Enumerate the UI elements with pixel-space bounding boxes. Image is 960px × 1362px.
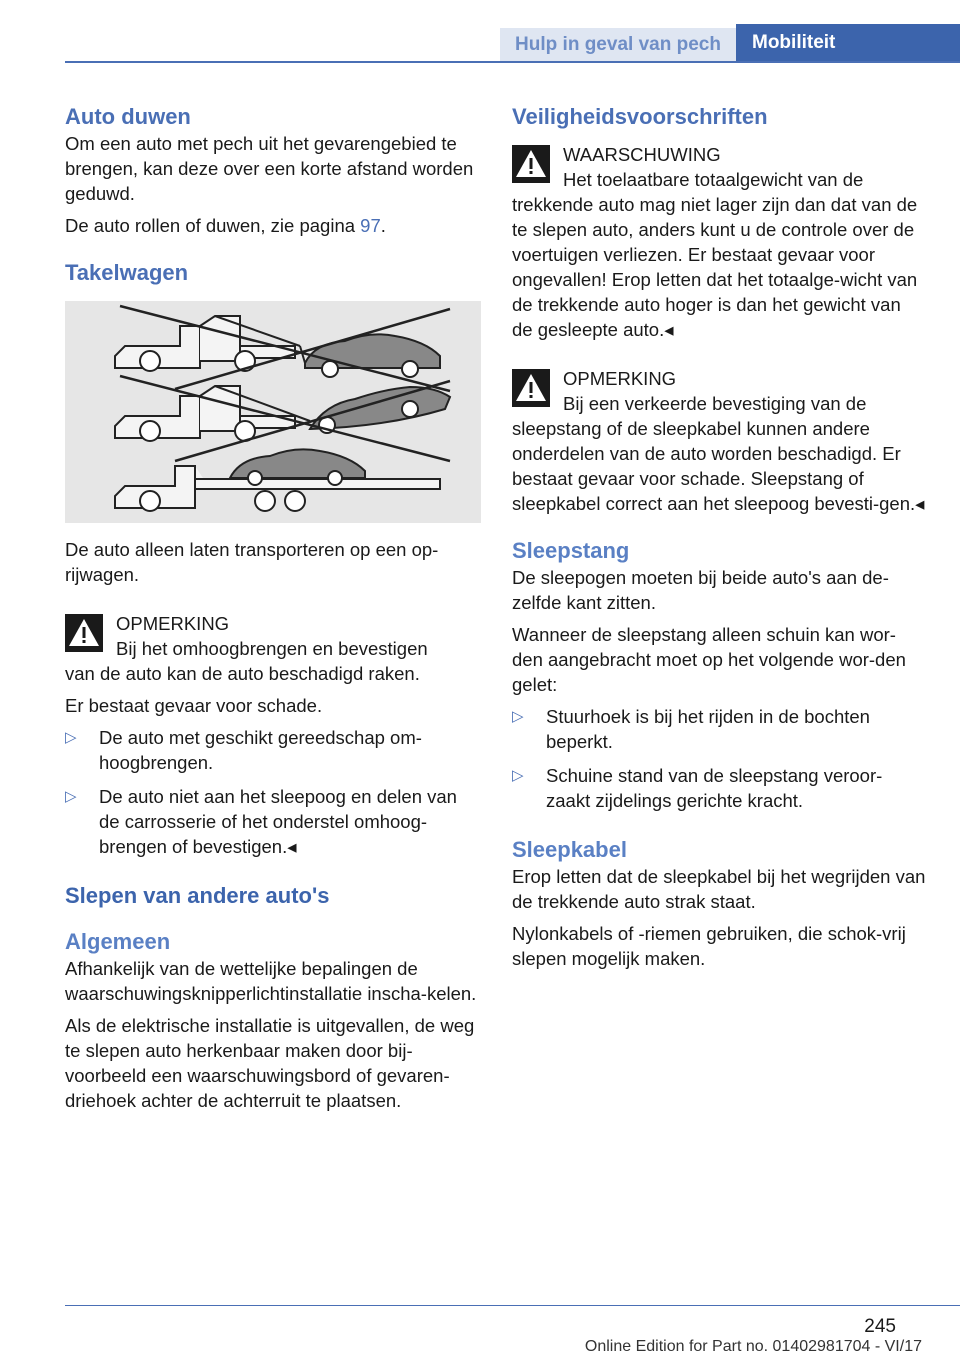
warning-text-line1: Het toelaatbare totaalgewicht van de (563, 169, 864, 190)
edition-text: Online Edition for Part no. 01402981704 - VI/17 (584, 1338, 922, 1355)
sleepkabel-text-1: Erop letten dat de sleepkabel bij het wegrijden van de trekkende auto strak staat. (512, 866, 926, 912)
note-text-line2: van de auto kan de auto beschadigd raken. (65, 663, 420, 684)
sleepkabel-text-2: Nylonkabels of -riemen gebruiken, die schok‐vrij slepen mogelijk maken. (512, 923, 906, 969)
list-item (65, 784, 481, 859)
list-item (512, 704, 926, 754)
list-item-text: De auto niet aan het sleepoog en delen van de carrosserie of het onderstel omhoog‐brengen of bevestigen.◂ (99, 786, 457, 857)
header-chapter-tab: Mobiliteit (736, 24, 960, 61)
list-item (512, 763, 926, 813)
tow-truck-illustration (65, 301, 481, 523)
heading-slepen: Slepen van andere auto's (65, 883, 330, 908)
takelwagen-caption: De auto alleen laten transporteren op een op‐rijwagen. (65, 539, 439, 585)
heading-takelwagen: Takelwagen (65, 260, 189, 285)
list-item-text: De auto met geschikt gereedschap om‐hoogbrengen. (99, 727, 422, 773)
header-rule (65, 61, 960, 63)
left-column (65, 103, 481, 1120)
heading-sleepkabel: Sleepkabel (512, 837, 627, 862)
reference-text: De auto rollen of duwen, zie pagina (65, 215, 361, 236)
list-item (65, 725, 481, 775)
heading-veiligheid: Veiligheidsvoorschriften (512, 104, 768, 129)
veiligheid-note (512, 363, 926, 516)
auto-duwen-reference (65, 213, 481, 238)
note-text-line1: Bij het omhoogbrengen en bevestigen (116, 638, 428, 659)
warning-triangle-icon (512, 369, 550, 407)
heading-sleepstang: Sleepstang (512, 538, 630, 563)
triangle-bullet-icon: ▷ (512, 767, 524, 784)
note-text-line1: Bij een verkeerde bevestiging van de (563, 393, 867, 414)
list-item-text: Schuine stand van de sleepstang veroor‐zaakt zijdelings gerichte kracht. (546, 765, 883, 811)
triangle-bullet-icon: ▷ (512, 708, 524, 725)
sleepstang-text-1: De sleepogen moeten bij beide auto's aan de‐zelfde kant zitten. (512, 567, 889, 613)
list-item-text: Stuurhoek is bij het rijden in de bochten beperkt. (546, 706, 870, 752)
warning-triangle-icon (65, 614, 103, 652)
sleepstang-bullet-list (512, 704, 926, 813)
page-number: 245 (864, 1316, 896, 1337)
triangle-bullet-icon: ▷ (65, 729, 77, 746)
header-section-title: Hulp in geval van pech (500, 28, 736, 61)
footer-rule (65, 1305, 960, 1306)
warning-text-rest: trekkende auto mag niet lager zijn dan dat van de te slepen auto, anders kunt u de controle over de voertuigen verliezen. Er bestaat gevaar voor ongevallen! Erop letten dat het totaalge‐wicht van de trekkende auto hoger is dan het gewicht van de gesleepte auto.◂ (512, 194, 918, 340)
triangle-bullet-icon: ▷ (65, 788, 77, 805)
reference-end: . (380, 215, 386, 236)
heading-auto-duwen: Auto duwen (65, 104, 191, 129)
note-label: OPMERKING (563, 368, 677, 389)
note-text-risk: Er bestaat gevaar voor schade. (65, 695, 323, 716)
warning-triangle-icon (512, 145, 550, 183)
page-link-97[interactable]: 97 (360, 215, 381, 236)
algemeen-text-2: Als de elektrische installatie is uitgevallen, de weg te slepen auto herkenbaar maken door bij‐voorbeeld een waarschuwingsbord of gevaren‐driehoek achter de achterruit te plaatsen. (65, 1015, 475, 1111)
heading-algemeen: Algemeen (65, 929, 171, 954)
takelwagen-bullet-list (65, 725, 481, 859)
takelwagen-note (65, 608, 481, 686)
right-column (512, 103, 926, 978)
auto-duwen-text: Om een auto met pech uit het gevarengebied te brengen, kan deze over een korte afstand worden geduwd. (65, 133, 474, 204)
sleepstang-text-2: Wanneer de sleepstang alleen schuin kan wor‐den aangebracht moet op het volgende wor‐den gelet: (512, 624, 906, 695)
note-label: OPMERKING (116, 613, 230, 634)
note-text-rest: sleepstang of de sleepkabel kunnen andere onderdelen van de auto worden beschadigd. Er bestaat gevaar voor schade. Sleepstang of sleepkabel correct aan het sleepoog bevesti‐gen.◂ (512, 418, 925, 514)
veiligheid-warning (512, 139, 926, 342)
warning-label: WAARSCHUWING (563, 144, 721, 165)
tow-truck-drawing (65, 301, 481, 523)
algemeen-text-1: Afhankelijk van de wettelijke bepalingen de waarschuwingsknipperlichtinstallatie inscha‐kelen. (65, 958, 477, 1004)
